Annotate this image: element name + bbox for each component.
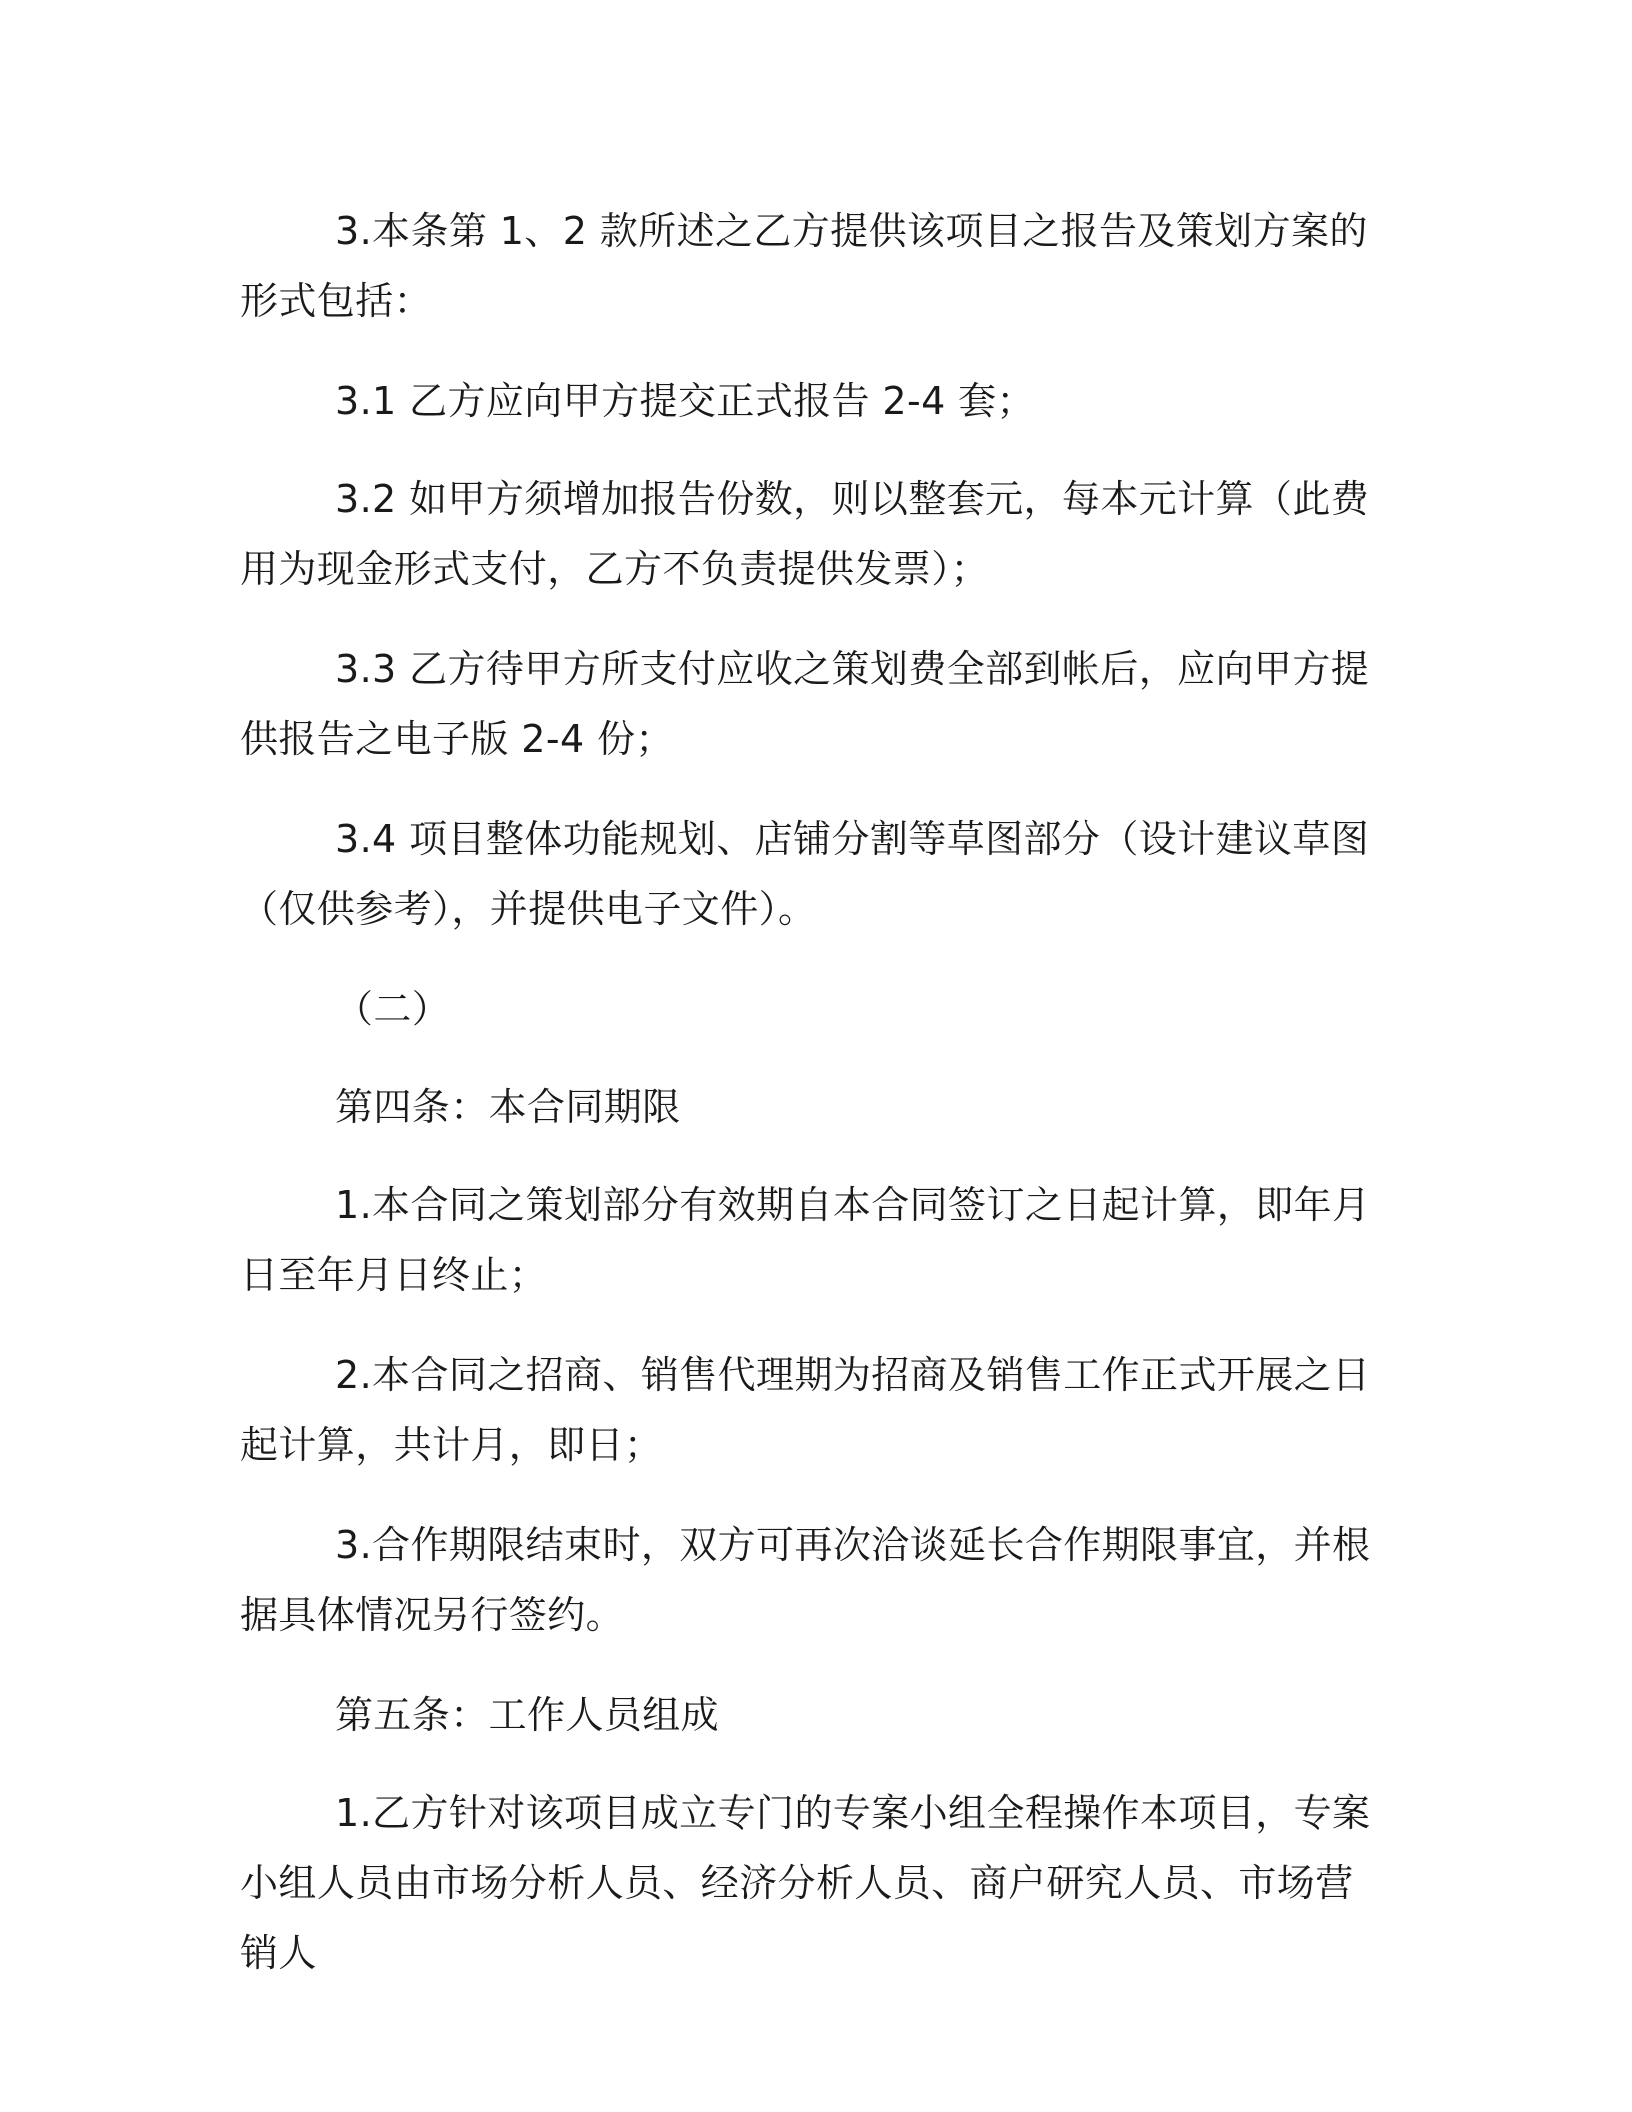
clause-3-3: 3.3 乙方待甲方所支付应收之策划费全部到帐后，应向甲方提供报告之电子版 2-4 份； xyxy=(240,647,1370,761)
section-heading-two: （二） xyxy=(335,987,451,1031)
clause-3-2: 3.2 如甲方须增加报告份数，则以整套元，每本元计算（此费用为现金形式支付，乙方不负责提供发票）； xyxy=(240,477,1370,591)
article-4-clause-3: 3.合作期限结束时，双方可再次洽谈延长合作期限事宜，并根据具体情况另行签约。 xyxy=(240,1523,1371,1637)
article-4-clause-2: 2.本合同之招商、销售代理期为招商及销售工作正式开展之日起计算，共计月，即日； xyxy=(240,1353,1371,1467)
article-5-heading: 第五条：工作人员组成 xyxy=(335,1693,720,1737)
clause-3-4: 3.4 项目整体功能规划、店铺分割等草图部分（设计建议草图（仅供参考），并提供电子文件）。 xyxy=(240,817,1370,931)
clause-3-1: 3.1 乙方应向甲方提交正式报告 2-4 套； xyxy=(335,379,1035,423)
article-4-clause-1: 1.本合同之策划部分有效期自本合同签订之日起计算，即年月日至年月日终止； xyxy=(240,1183,1371,1297)
document-body xyxy=(240,196,1375,2018)
clause-3-forms: 3.本条第 1、2 款所述之乙方提供该项目之报告及策划方案的形式包括： xyxy=(240,209,1368,323)
article-4-heading: 第四条：本合同期限 xyxy=(335,1085,681,1129)
article-5-clause-1: 1.乙方针对该项目成立专门的专案小组全程操作本项目，专案小组人员由市场分析人员、经济分析人员、商户研究人员、市场营销人 xyxy=(240,1791,1371,1975)
